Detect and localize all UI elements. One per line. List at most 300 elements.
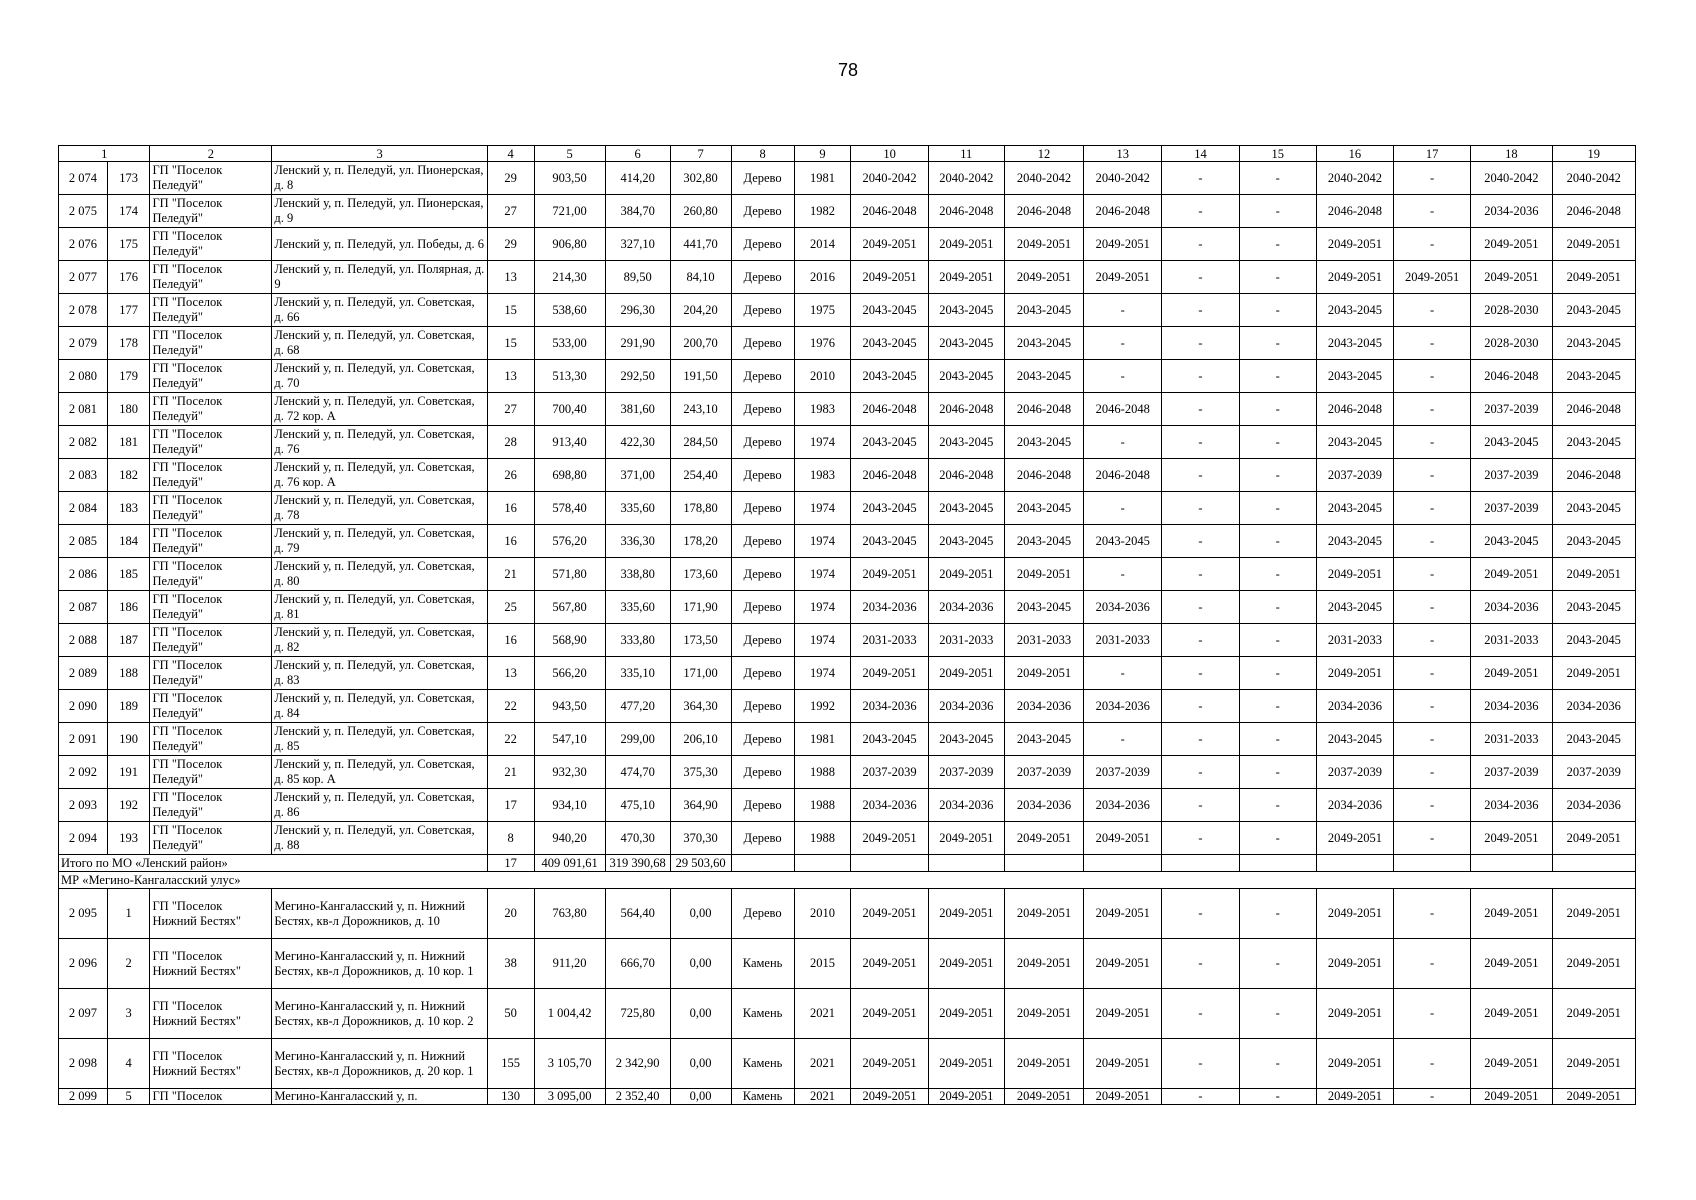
address: Ленский у, п. Пеледуй, ул. Советская, д. 68: [272, 327, 487, 360]
column-number-header: 3: [272, 146, 487, 162]
nonliving-area: 0,00: [670, 989, 731, 1039]
work-period-18: 2049-2051: [1471, 889, 1552, 939]
total-area: 567,80: [534, 591, 605, 624]
work-period-15: -: [1239, 426, 1316, 459]
work-period-12: 2049-2051: [1004, 228, 1083, 261]
work-period-11: 2040-2042: [928, 162, 1004, 195]
work-period-10: 2049-2051: [851, 558, 928, 591]
wall-material: Дерево: [731, 624, 794, 657]
address: Ленский у, п. Пеледуй, ул. Советская, д. 66: [272, 294, 487, 327]
reg-number: 2 075: [59, 195, 108, 228]
column-number-header: 17: [1394, 146, 1471, 162]
table-row: [59, 723, 1636, 756]
work-period-18: 2037-2039: [1471, 756, 1552, 789]
work-period-16: 2049-2051: [1316, 558, 1393, 591]
work-period-11: 2049-2051: [928, 889, 1004, 939]
work-period-11: 2037-2039: [928, 756, 1004, 789]
nonliving-area: 370,30: [670, 822, 731, 855]
municipality: ГП "Поселок Пеледуй": [150, 162, 272, 195]
work-period-10: 2049-2051: [851, 657, 928, 690]
work-period-14: -: [1162, 889, 1239, 939]
work-period-13: -: [1084, 360, 1162, 393]
apartments: 29: [487, 162, 534, 195]
work-period-19: 2043-2045: [1552, 426, 1635, 459]
total-area: 3 105,70: [534, 1039, 605, 1089]
item-number: 5: [107, 1089, 150, 1105]
work-period-16: 2046-2048: [1316, 393, 1393, 426]
address: Ленский у, п. Пеледуй, ул. Советская, д. 80: [272, 558, 487, 591]
year: 1974: [794, 492, 851, 525]
work-period-10: 2046-2048: [851, 459, 928, 492]
address: Ленский у, п. Пеледуй, ул. Советская, д. 81: [272, 591, 487, 624]
work-period-10: 2031-2033: [851, 624, 928, 657]
work-period-15: -: [1239, 525, 1316, 558]
living-area: 381,60: [605, 393, 670, 426]
work-period-15: -: [1239, 690, 1316, 723]
work-period-19: 2043-2045: [1552, 723, 1635, 756]
municipality: ГП "Поселок Пеледуй": [150, 393, 272, 426]
total-area: 943,50: [534, 690, 605, 723]
work-period-11: 2043-2045: [928, 294, 1004, 327]
address: Ленский у, п. Пеледуй, ул. Советская, д. 82: [272, 624, 487, 657]
municipality: ГП "Поселок Пеледуй": [150, 591, 272, 624]
work-period-12: 2049-2051: [1004, 1089, 1083, 1105]
work-period-12: 2049-2051: [1004, 657, 1083, 690]
work-period-13: 2049-2051: [1084, 1089, 1162, 1105]
wall-material: Дерево: [731, 756, 794, 789]
work-period-16: 2043-2045: [1316, 591, 1393, 624]
total-nonliving-area: 29 503,60: [670, 855, 731, 872]
reg-number: 2 093: [59, 789, 108, 822]
work-period-16: 2034-2036: [1316, 690, 1393, 723]
living-area: 335,10: [605, 657, 670, 690]
work-period-17: -: [1394, 989, 1471, 1039]
work-period-14: -: [1162, 939, 1239, 989]
living-area: 384,70: [605, 195, 670, 228]
total-row: [59, 855, 1636, 872]
work-period-11: 2043-2045: [928, 327, 1004, 360]
nonliving-area: 243,10: [670, 393, 731, 426]
total-area: 932,30: [534, 756, 605, 789]
wall-material: Дерево: [731, 393, 794, 426]
column-number-header: 15: [1239, 146, 1316, 162]
work-period-11: 2043-2045: [928, 723, 1004, 756]
work-period-17: -: [1394, 624, 1471, 657]
work-period-18: 2028-2030: [1471, 294, 1552, 327]
work-period-15: -: [1239, 939, 1316, 989]
table-row: [59, 624, 1636, 657]
reg-number: 2 080: [59, 360, 108, 393]
item-number: 181: [107, 426, 150, 459]
work-period-19: 2043-2045: [1552, 525, 1635, 558]
work-period-19: 2049-2051: [1552, 657, 1635, 690]
work-period-19: 2043-2045: [1552, 624, 1635, 657]
work-period-10: 2043-2045: [851, 327, 928, 360]
apartments: 15: [487, 294, 534, 327]
column-number-header: 6: [605, 146, 670, 162]
reg-number: 2 090: [59, 690, 108, 723]
table-row: [59, 195, 1636, 228]
work-period-18: 2049-2051: [1471, 558, 1552, 591]
work-period-11: 2043-2045: [928, 426, 1004, 459]
work-period-15: -: [1239, 1089, 1316, 1105]
municipality: ГП "Поселок Пеледуй": [150, 327, 272, 360]
work-period-17: -: [1394, 492, 1471, 525]
municipality: ГП "Поселок Нижний Бестях": [150, 939, 272, 989]
apartments: 26: [487, 459, 534, 492]
nonliving-area: 375,30: [670, 756, 731, 789]
municipality: ГП "Поселок Нижний Бестях": [150, 989, 272, 1039]
year: 1974: [794, 624, 851, 657]
apartments: 16: [487, 492, 534, 525]
work-period-10: 2049-2051: [851, 889, 928, 939]
total-area: 763,80: [534, 889, 605, 939]
item-number: 186: [107, 591, 150, 624]
nonliving-area: 254,40: [670, 459, 731, 492]
work-period-19: 2034-2036: [1552, 690, 1635, 723]
work-period-14: -: [1162, 756, 1239, 789]
total-area: 934,10: [534, 789, 605, 822]
work-period-14: -: [1162, 723, 1239, 756]
nonliving-area: 0,00: [670, 939, 731, 989]
column-number-header: 7: [670, 146, 731, 162]
work-period-15: -: [1239, 162, 1316, 195]
work-period-14: -: [1162, 426, 1239, 459]
total-living-area: 319 390,68: [605, 855, 670, 872]
apartments: 29: [487, 228, 534, 261]
municipality: ГП "Поселок Пеледуй": [150, 558, 272, 591]
work-period-17: -: [1394, 195, 1471, 228]
work-period-12: 2034-2036: [1004, 690, 1083, 723]
work-period-16: 2034-2036: [1316, 789, 1393, 822]
column-number-header: 5: [534, 146, 605, 162]
item-number: 187: [107, 624, 150, 657]
work-period-16: 2049-2051: [1316, 657, 1393, 690]
table-row: [59, 1089, 1636, 1105]
year: 1988: [794, 756, 851, 789]
work-period-12: 2037-2039: [1004, 756, 1083, 789]
municipality: ГП "Поселок Нижний Бестях": [150, 889, 272, 939]
work-period-17: -: [1394, 162, 1471, 195]
work-period-14: -: [1162, 1089, 1239, 1105]
apartments: 22: [487, 723, 534, 756]
municipality: ГП "Поселок Пеледуй": [150, 822, 272, 855]
table-row: [59, 261, 1636, 294]
wall-material: Дерево: [731, 426, 794, 459]
year: 1974: [794, 591, 851, 624]
column-number-header: 11: [928, 146, 1004, 162]
work-period-13: -: [1084, 294, 1162, 327]
work-period-15: -: [1239, 723, 1316, 756]
work-period-15: -: [1239, 624, 1316, 657]
work-period-16: 2031-2033: [1316, 624, 1393, 657]
work-period-19: 2043-2045: [1552, 327, 1635, 360]
work-period-13: 2049-2051: [1084, 1039, 1162, 1089]
work-period-13: 2031-2033: [1084, 624, 1162, 657]
work-period-11: 2043-2045: [928, 360, 1004, 393]
work-period-14: -: [1162, 228, 1239, 261]
apartments: 21: [487, 756, 534, 789]
item-number: 193: [107, 822, 150, 855]
wall-material: Дерево: [731, 657, 794, 690]
total-area: 721,00: [534, 195, 605, 228]
work-period-10: 2046-2048: [851, 393, 928, 426]
work-period-18: 2049-2051: [1471, 989, 1552, 1039]
reg-number: 2 083: [59, 459, 108, 492]
work-period-19: 2040-2042: [1552, 162, 1635, 195]
column-number-header: 16: [1316, 146, 1393, 162]
nonliving-area: 171,90: [670, 591, 731, 624]
apartments: 15: [487, 327, 534, 360]
work-period-13: 2049-2051: [1084, 889, 1162, 939]
empty-cell: [1552, 855, 1635, 872]
work-period-12: 2049-2051: [1004, 261, 1083, 294]
year: 1981: [794, 723, 851, 756]
apartments: 130: [487, 1089, 534, 1105]
work-period-13: -: [1084, 426, 1162, 459]
table-row: [59, 889, 1636, 939]
column-number-header: 18: [1471, 146, 1552, 162]
work-period-13: -: [1084, 558, 1162, 591]
nonliving-area: 204,20: [670, 294, 731, 327]
year: 2014: [794, 228, 851, 261]
nonliving-area: 364,90: [670, 789, 731, 822]
table-row: [59, 360, 1636, 393]
living-area: 666,70: [605, 939, 670, 989]
living-area: 335,60: [605, 492, 670, 525]
work-period-16: 2040-2042: [1316, 162, 1393, 195]
work-period-12: 2043-2045: [1004, 327, 1083, 360]
work-period-18: 2028-2030: [1471, 327, 1552, 360]
year: 2015: [794, 939, 851, 989]
column-number-header: 19: [1552, 146, 1635, 162]
year: 1992: [794, 690, 851, 723]
work-period-16: 2037-2039: [1316, 459, 1393, 492]
work-period-12: 2049-2051: [1004, 822, 1083, 855]
empty-cell: [928, 855, 1004, 872]
item-number: 4: [107, 1039, 150, 1089]
table-row: [59, 789, 1636, 822]
table-row: [59, 294, 1636, 327]
work-period-13: 2034-2036: [1084, 591, 1162, 624]
work-period-15: -: [1239, 989, 1316, 1039]
work-period-15: -: [1239, 360, 1316, 393]
empty-cell: [731, 855, 794, 872]
item-number: 190: [107, 723, 150, 756]
reg-number: 2 074: [59, 162, 108, 195]
table-row: [59, 989, 1636, 1039]
work-period-11: 2049-2051: [928, 822, 1004, 855]
work-period-13: 2049-2051: [1084, 939, 1162, 989]
apartments: 13: [487, 657, 534, 690]
table-row: [59, 459, 1636, 492]
work-period-12: 2049-2051: [1004, 939, 1083, 989]
total-area: 903,50: [534, 162, 605, 195]
municipality: ГП "Поселок Пеледуй": [150, 492, 272, 525]
address: Ленский у, п. Пеледуй, ул. Советская, д. 85: [272, 723, 487, 756]
municipality: ГП "Поселок Пеледуй": [150, 294, 272, 327]
work-period-13: 2034-2036: [1084, 789, 1162, 822]
work-period-17: -: [1394, 723, 1471, 756]
nonliving-area: 191,50: [670, 360, 731, 393]
item-number: 182: [107, 459, 150, 492]
living-area: 2 352,40: [605, 1089, 670, 1105]
living-area: 292,50: [605, 360, 670, 393]
work-period-12: 2043-2045: [1004, 360, 1083, 393]
wall-material: Дерево: [731, 294, 794, 327]
nonliving-area: 284,50: [670, 426, 731, 459]
item-number: 191: [107, 756, 150, 789]
column-number-header: 9: [794, 146, 851, 162]
work-period-11: 2049-2051: [928, 558, 1004, 591]
reg-number: 2 091: [59, 723, 108, 756]
work-period-10: 2049-2051: [851, 1039, 928, 1089]
work-period-15: -: [1239, 294, 1316, 327]
municipality: ГП "Поселок Пеледуй": [150, 459, 272, 492]
nonliving-area: 0,00: [670, 889, 731, 939]
item-number: 188: [107, 657, 150, 690]
work-period-14: -: [1162, 492, 1239, 525]
work-period-10: 2049-2051: [851, 989, 928, 1039]
work-period-17: -: [1394, 228, 1471, 261]
living-area: 299,00: [605, 723, 670, 756]
wall-material: Камень: [731, 1089, 794, 1105]
work-period-16: 2046-2048: [1316, 195, 1393, 228]
wall-material: Камень: [731, 1039, 794, 1089]
wall-material: Дерево: [731, 261, 794, 294]
wall-material: Камень: [731, 939, 794, 989]
work-period-12: 2046-2048: [1004, 459, 1083, 492]
work-period-19: 2043-2045: [1552, 294, 1635, 327]
living-area: 474,70: [605, 756, 670, 789]
total-area: 578,40: [534, 492, 605, 525]
nonliving-area: 178,80: [670, 492, 731, 525]
table-row: [59, 558, 1636, 591]
work-period-12: 2040-2042: [1004, 162, 1083, 195]
nonliving-area: 178,20: [670, 525, 731, 558]
table-row: [59, 939, 1636, 989]
total-area: 698,80: [534, 459, 605, 492]
work-period-18: 2049-2051: [1471, 939, 1552, 989]
work-period-17: -: [1394, 393, 1471, 426]
work-period-14: -: [1162, 459, 1239, 492]
work-period-15: -: [1239, 657, 1316, 690]
work-period-19: 2046-2048: [1552, 459, 1635, 492]
municipality: ГП "Поселок Пеледуй": [150, 723, 272, 756]
work-period-11: 2049-2051: [928, 989, 1004, 1039]
nonliving-area: 84,10: [670, 261, 731, 294]
address: Ленский у, п. Пеледуй, ул. Победы, д. 6: [272, 228, 487, 261]
nonliving-area: 173,60: [670, 558, 731, 591]
wall-material: Дерево: [731, 591, 794, 624]
address: Мегино-Кангаласский у, п. Нижний Бестях, кв-л Дорожников, д. 10 кор. 2: [272, 989, 487, 1039]
work-period-19: 2043-2045: [1552, 591, 1635, 624]
work-period-14: -: [1162, 162, 1239, 195]
reg-number: 2 099: [59, 1089, 108, 1105]
nonliving-area: 302,80: [670, 162, 731, 195]
address: Ленский у, п. Пеледуй, ул. Советская, д. 88: [272, 822, 487, 855]
work-period-13: 2049-2051: [1084, 261, 1162, 294]
work-period-14: -: [1162, 624, 1239, 657]
work-period-19: 2043-2045: [1552, 360, 1635, 393]
work-period-13: -: [1084, 327, 1162, 360]
reg-number: 2 098: [59, 1039, 108, 1089]
nonliving-area: 171,00: [670, 657, 731, 690]
work-period-11: 2034-2036: [928, 591, 1004, 624]
work-period-18: 2034-2036: [1471, 789, 1552, 822]
work-period-11: 2049-2051: [928, 657, 1004, 690]
column-number-header: 8: [731, 146, 794, 162]
reg-number: 2 081: [59, 393, 108, 426]
address: Ленский у, п. Пеледуй, ул. Советская, д. 84: [272, 690, 487, 723]
work-period-18: 2049-2051: [1471, 228, 1552, 261]
work-period-17: -: [1394, 525, 1471, 558]
table-row: [59, 228, 1636, 261]
work-period-17: -: [1394, 690, 1471, 723]
municipality: ГП "Поселок Пеледуй": [150, 261, 272, 294]
table-row: [59, 1039, 1636, 1089]
work-period-19: 2049-2051: [1552, 989, 1635, 1039]
work-period-15: -: [1239, 889, 1316, 939]
wall-material: Дерево: [731, 228, 794, 261]
work-period-12: 2043-2045: [1004, 525, 1083, 558]
total-area: 533,00: [534, 327, 605, 360]
address: Ленский у, п. Пеледуй, ул. Советская, д. 70: [272, 360, 487, 393]
total-area: 538,60: [534, 294, 605, 327]
municipality: ГП "Поселок Пеледуй": [150, 657, 272, 690]
work-period-17: -: [1394, 591, 1471, 624]
wall-material: Дерево: [731, 195, 794, 228]
living-area: 725,80: [605, 989, 670, 1039]
work-period-13: 2046-2048: [1084, 393, 1162, 426]
year: 2021: [794, 989, 851, 1039]
work-period-19: 2046-2048: [1552, 195, 1635, 228]
address: Ленский у, п. Пеледуй, ул. Полярная, д. 9: [272, 261, 487, 294]
reg-number: 2 079: [59, 327, 108, 360]
living-area: 336,30: [605, 525, 670, 558]
work-period-19: 2049-2051: [1552, 228, 1635, 261]
work-period-16: 2049-2051: [1316, 1089, 1393, 1105]
work-period-17: 2049-2051: [1394, 261, 1471, 294]
address: Ленский у, п. Пеледуй, ул. Пионерская, д. 9: [272, 195, 487, 228]
work-period-12: 2049-2051: [1004, 989, 1083, 1039]
reg-number: 2 084: [59, 492, 108, 525]
work-period-18: 2040-2042: [1471, 162, 1552, 195]
wall-material: Дерево: [731, 723, 794, 756]
work-period-15: -: [1239, 393, 1316, 426]
work-period-15: -: [1239, 789, 1316, 822]
apartments: 38: [487, 939, 534, 989]
item-number: 1: [107, 889, 150, 939]
work-period-19: 2046-2048: [1552, 393, 1635, 426]
empty-cell: [1162, 855, 1239, 872]
apartments: 13: [487, 261, 534, 294]
total-area: 1 004,42: [534, 989, 605, 1039]
year: 1981: [794, 162, 851, 195]
address: Ленский у, п. Пеледуй, ул. Советская, д. 78: [272, 492, 487, 525]
work-period-18: 2031-2033: [1471, 723, 1552, 756]
total-area: 3 095,00: [534, 1089, 605, 1105]
year: 1974: [794, 558, 851, 591]
work-period-19: 2049-2051: [1552, 1039, 1635, 1089]
page-number: 78: [837, 60, 859, 80]
year: 2010: [794, 360, 851, 393]
work-period-14: -: [1162, 294, 1239, 327]
living-area: 477,20: [605, 690, 670, 723]
work-period-11: 2046-2048: [928, 459, 1004, 492]
apartments: 16: [487, 525, 534, 558]
work-period-11: 2049-2051: [928, 1039, 1004, 1089]
